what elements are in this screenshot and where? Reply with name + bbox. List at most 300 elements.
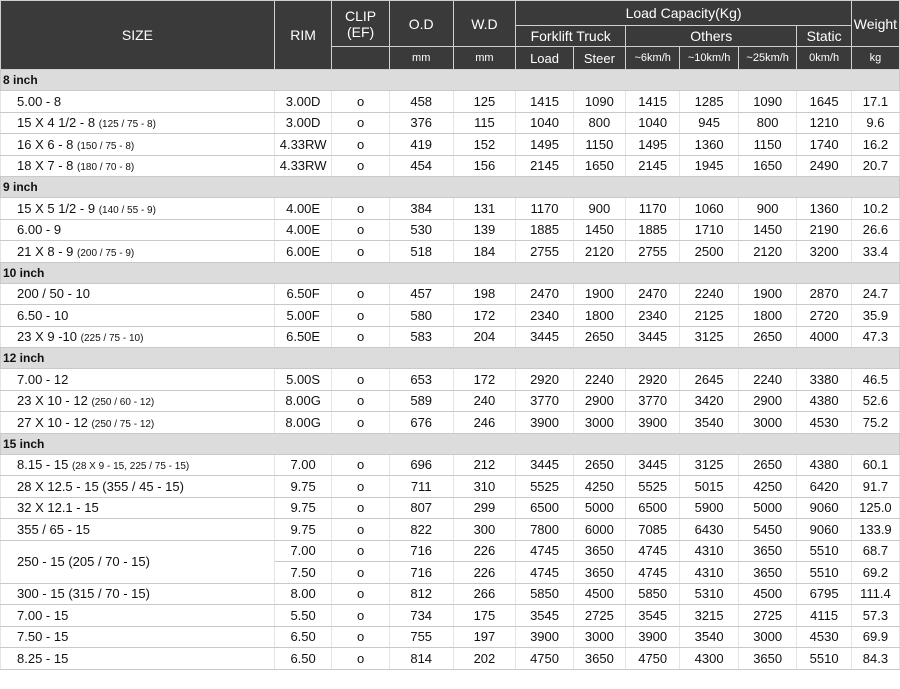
clip-cell: o [332,219,389,241]
wd-cell: 300 [453,519,516,541]
size-value: 27 X 10 - 12 [17,414,88,430]
load-cell: 5850 [516,583,573,605]
s6-cell: 3900 [626,412,680,434]
size-cell [1,412,275,434]
s10-cell: 3420 [680,390,739,412]
od-cell: 518 [389,241,453,263]
s10-cell: 4300 [680,648,739,670]
steer-cell: 900 [573,198,625,220]
s6-cell: 2755 [626,241,680,263]
wd-header: W.D [453,1,516,47]
s25-cell: 2725 [738,605,797,627]
clip-unit-header [332,47,389,70]
size-value: 7.00 - 12 [17,371,69,387]
s6-cell: 4750 [626,648,680,670]
load-cell: 3900 [516,412,573,434]
s6-cell: 1885 [626,219,680,241]
table-row [1,326,900,348]
od-cell: 580 [389,305,453,327]
weight-cell: 69.9 [851,626,899,648]
static-cell: 4530 [797,412,851,434]
wd-cell: 226 [453,562,516,584]
rim-cell: 8.00G [274,412,331,434]
od-cell: 711 [389,476,453,498]
load-cell: 1495 [516,134,573,156]
steer-cell: 4250 [573,476,625,498]
size-alt-value: (225 / 75 - 10) [80,333,144,345]
weight-cell: 60.1 [851,454,899,476]
clip-cell: o [332,497,389,519]
section-row [1,433,900,454]
table-row [1,583,900,605]
wd-cell: 246 [453,412,516,434]
static-cell: 5510 [797,562,851,584]
static-cell: 4380 [797,454,851,476]
table-row [1,648,900,670]
steer-cell: 1150 [573,134,625,156]
s25-cell: 800 [738,112,797,134]
rim-cell: 6.50 [274,626,331,648]
speed0-header: 0km/h [797,47,851,70]
load-cell: 2145 [516,155,573,177]
load-cell: 2340 [516,305,573,327]
table-row [1,519,900,541]
static-cell: 9060 [797,519,851,541]
weight-cell: 57.3 [851,605,899,627]
size-value: 8.25 - 15 [17,650,69,666]
s25-cell: 3650 [738,562,797,584]
od-cell: 822 [389,519,453,541]
section-title: 10 inch [1,262,900,283]
od-cell: 530 [389,219,453,241]
steer-cell: 2650 [573,326,625,348]
wd-cell: 212 [453,454,516,476]
size-cell [1,219,275,241]
wd-cell: 198 [453,283,516,305]
size-value: 32 X 12.1 - 15 [17,500,99,516]
size-alt-value: (200 / 75 - 9) [77,247,135,259]
size-cell [1,605,275,627]
od-cell: 716 [389,562,453,584]
s25-cell: 4500 [738,583,797,605]
clip-cell: o [332,198,389,220]
od-cell: 376 [389,112,453,134]
size-cell [1,476,275,498]
load-cell: 7800 [516,519,573,541]
table-row [1,454,900,476]
steer-cell: 3650 [573,562,625,584]
od-cell: 457 [389,283,453,305]
s6-cell: 3445 [626,454,680,476]
rim-cell: 9.75 [274,519,331,541]
rim-cell: 7.00 [274,540,331,562]
s6-cell: 2920 [626,369,680,391]
rim-cell: 4.33RW [274,134,331,156]
od-cell: 676 [389,412,453,434]
s10-cell: 2645 [680,369,739,391]
od-cell: 384 [389,198,453,220]
table-row [1,219,900,241]
rim-cell: 8.00 [274,583,331,605]
wd-cell: 115 [453,112,516,134]
od-cell: 589 [389,390,453,412]
static-cell: 4530 [797,626,851,648]
wd-cell: 197 [453,626,516,648]
weight-cell: 10.2 [851,198,899,220]
steer-cell: 800 [573,112,625,134]
s10-cell: 1710 [680,219,739,241]
weight-cell: 133.9 [851,519,899,541]
s6-cell: 6500 [626,497,680,519]
s6-cell: 2340 [626,305,680,327]
s25-cell: 2120 [738,241,797,263]
od-cell: 458 [389,91,453,113]
static-cell: 5510 [797,648,851,670]
size-alt-value: (150 / 75 - 8) [77,140,135,152]
steer-cell: 2725 [573,605,625,627]
s25-cell: 5000 [738,497,797,519]
s10-cell: 2240 [680,283,739,305]
s10-cell: 4310 [680,562,739,584]
table-row [1,412,900,434]
static-cell: 2190 [797,219,851,241]
steer-cell: 2240 [573,369,625,391]
size-cell [1,626,275,648]
s6-cell: 3900 [626,626,680,648]
s10-cell: 5900 [680,497,739,519]
s10-cell: 3125 [680,454,739,476]
size-value: 7.00 - 15 [17,607,69,623]
steer-cell: 6000 [573,519,625,541]
wd-cell: 240 [453,390,516,412]
clip-cell: o [332,519,389,541]
size-value: 8.15 - 15 [17,457,69,473]
rim-cell: 6.00E [274,241,331,263]
section-title: 8 inch [1,70,900,91]
static-cell: 1360 [797,198,851,220]
section-row [1,348,900,369]
size-value: 355 / 65 - 15 [17,521,90,537]
s10-cell: 3125 [680,326,739,348]
static-cell: 3200 [797,241,851,263]
clip-cell: o [332,626,389,648]
clip-cell: o [332,305,389,327]
s25-cell: 1900 [738,283,797,305]
rim-cell: 9.75 [274,497,331,519]
table-row [1,134,900,156]
s25-cell: 2900 [738,390,797,412]
s25-cell: 1090 [738,91,797,113]
steer-cell: 2650 [573,454,625,476]
static-cell: 1645 [797,91,851,113]
static-cell: 1210 [797,112,851,134]
table-row [1,241,900,263]
s25-cell: 3650 [738,540,797,562]
clip-cell: o [332,112,389,134]
s6-cell: 3545 [626,605,680,627]
load-cell: 4745 [516,562,573,584]
rim-cell: 6.50 [274,648,331,670]
steer-cell: 3000 [573,412,625,434]
weight-cell: 17.1 [851,91,899,113]
clip-cell: o [332,562,389,584]
steer-cell: 5000 [573,497,625,519]
s10-cell: 5015 [680,476,739,498]
clip-cell: o [332,155,389,177]
size-cell [1,648,275,670]
clip-header [332,1,389,47]
wd-unit-header: mm [453,47,516,70]
wd-cell: 152 [453,134,516,156]
size-cell [1,369,275,391]
rim-cell: 4.33RW [274,155,331,177]
static-cell: 1740 [797,134,851,156]
steer-header: Steer [573,47,625,70]
s10-cell: 3215 [680,605,739,627]
steer-cell: 1650 [573,155,625,177]
wd-cell: 125 [453,91,516,113]
weight-cell: 33.4 [851,241,899,263]
size-value: 7.50 - 15 [17,629,69,645]
size-header: SIZE [1,1,275,70]
steer-cell: 2120 [573,241,625,263]
size-cell [1,283,275,305]
table-row [1,198,900,220]
weight-cell: 111.4 [851,583,899,605]
load-cell: 4745 [516,540,573,562]
size-cell [1,134,275,156]
rim-cell: 9.75 [274,476,331,498]
s6-cell: 2145 [626,155,680,177]
s25-cell: 4250 [738,476,797,498]
rim-cell: 3.00D [274,91,331,113]
clip-cell: o [332,540,389,562]
load-cell: 1040 [516,112,573,134]
s10-cell: 1360 [680,134,739,156]
table-row [1,540,900,562]
table-row [1,112,900,134]
clip-cell: o [332,454,389,476]
size-cell [1,198,275,220]
size-value: 18 X 7 - 8 [17,158,74,174]
weight-cell: 26.6 [851,219,899,241]
weight-unit-header: kg [851,47,899,70]
rim-cell: 5.50 [274,605,331,627]
size-cell [1,540,275,583]
static-cell: 6795 [797,583,851,605]
s25-cell: 1450 [738,219,797,241]
load-cell: 6500 [516,497,573,519]
s25-cell: 1800 [738,305,797,327]
table-row [1,305,900,327]
clip-cell: o [332,283,389,305]
od-cell: 755 [389,626,453,648]
clip-cell: o [332,605,389,627]
weight-cell: 75.2 [851,412,899,434]
section-title: 9 inch [1,177,900,198]
table-row [1,283,900,305]
size-value: 15 X 5 1/2 - 9 [17,200,96,216]
size-value: 21 X 8 - 9 [17,243,74,259]
static-header: Static [797,26,851,47]
size-alt-value: (250 / 75 - 12) [91,418,155,430]
load-cell: 3445 [516,454,573,476]
load-cell: 3545 [516,605,573,627]
wd-cell: 184 [453,241,516,263]
wd-cell: 139 [453,219,516,241]
size-cell [1,583,275,605]
od-cell: 814 [389,648,453,670]
rim-cell: 7.00 [274,454,331,476]
clip-cell: o [332,326,389,348]
speed25-header: ~25km/h [738,47,797,70]
size-value: 250 - 15 (205 / 70 - 15) [17,554,150,569]
od-header: O.D [389,1,453,47]
size-value: 23 X 9 -10 [17,329,77,345]
forklift-truck-header: Forklift Truck [516,26,626,47]
s10-cell: 4310 [680,540,739,562]
size-value: 6.50 - 10 [17,307,69,323]
s10-cell: 3540 [680,626,739,648]
section-title: 12 inch [1,348,900,369]
load-header: Load [516,47,573,70]
section-row [1,177,900,198]
clip-cell: o [332,390,389,412]
rim-cell: 4.00E [274,198,331,220]
s25-cell: 900 [738,198,797,220]
load-cell: 3770 [516,390,573,412]
weight-cell: 9.6 [851,112,899,134]
static-cell: 2720 [797,305,851,327]
wd-cell: 172 [453,369,516,391]
size-cell [1,305,275,327]
wd-cell: 310 [453,476,516,498]
s6-cell: 4745 [626,540,680,562]
clip-cell: o [332,134,389,156]
size-cell [1,91,275,113]
load-cell: 1170 [516,198,573,220]
size-cell [1,519,275,541]
table-row [1,390,900,412]
section-row [1,70,900,91]
rim-cell: 5.00F [274,305,331,327]
s25-cell: 1150 [738,134,797,156]
steer-cell: 3000 [573,626,625,648]
static-cell: 4000 [797,326,851,348]
s10-cell: 3540 [680,412,739,434]
steer-cell: 1090 [573,91,625,113]
rim-header: RIM [274,1,331,70]
load-cell: 1885 [516,219,573,241]
steer-cell: 3650 [573,648,625,670]
steer-cell: 3650 [573,540,625,562]
rim-cell: 4.00E [274,219,331,241]
wd-cell: 156 [453,155,516,177]
wd-cell: 175 [453,605,516,627]
rim-cell: 6.50F [274,283,331,305]
table-row [1,476,900,498]
steer-cell: 1800 [573,305,625,327]
wd-cell: 299 [453,497,516,519]
size-value: 28 X 12.5 - 15 (355 / 45 - 15) [17,478,184,494]
static-cell: 9060 [797,497,851,519]
weight-cell: 68.7 [851,540,899,562]
steer-cell: 1450 [573,219,625,241]
section-title: 15 inch [1,433,900,454]
weight-cell: 84.3 [851,648,899,670]
weight-cell: 20.7 [851,155,899,177]
clip-cell: o [332,369,389,391]
od-cell: 653 [389,369,453,391]
load-capacity-header: Load Capacity(Kg) [516,1,852,26]
static-cell: 4380 [797,390,851,412]
od-cell: 807 [389,497,453,519]
od-cell: 734 [389,605,453,627]
s6-cell: 1170 [626,198,680,220]
s6-cell: 1040 [626,112,680,134]
table-row [1,605,900,627]
load-cell: 3445 [516,326,573,348]
size-cell [1,241,275,263]
static-cell: 2490 [797,155,851,177]
s25-cell: 5450 [738,519,797,541]
table-row [1,155,900,177]
clip-header-label: CLIP (EF) [345,7,377,40]
weight-cell: 24.7 [851,283,899,305]
size-alt-value: (180 / 70 - 8) [77,162,135,174]
size-alt-value: (140 / 55 - 9) [98,204,156,216]
static-cell: 2870 [797,283,851,305]
s10-cell: 1285 [680,91,739,113]
wd-cell: 202 [453,648,516,670]
weight-cell: 52.6 [851,390,899,412]
load-cell: 2755 [516,241,573,263]
clip-cell: o [332,476,389,498]
size-value: 6.00 - 9 [17,222,62,238]
steer-cell: 4500 [573,583,625,605]
size-alt-value: (28 X 9 - 15, 225 / 75 - 15) [71,461,190,473]
size-cell [1,497,275,519]
clip-cell: o [332,648,389,670]
s10-cell: 5310 [680,583,739,605]
table-header [1,1,900,70]
s6-cell: 5850 [626,583,680,605]
weight-cell: 125.0 [851,497,899,519]
load-cell: 1415 [516,91,573,113]
s6-cell: 7085 [626,519,680,541]
clip-cell: o [332,91,389,113]
size-alt-value: (250 / 60 - 12) [91,397,155,409]
size-cell [1,326,275,348]
size-value: 200 / 50 - 10 [17,286,90,302]
section-row [1,262,900,283]
clip-cell: o [332,583,389,605]
size-cell [1,112,275,134]
static-cell: 4115 [797,605,851,627]
weight-header: Weight [851,1,899,47]
s10-cell: 945 [680,112,739,134]
table-body [1,70,900,670]
rim-cell: 5.00S [274,369,331,391]
static-cell: 3380 [797,369,851,391]
static-cell: 5510 [797,540,851,562]
s6-cell: 3770 [626,390,680,412]
s25-cell: 3000 [738,412,797,434]
wd-cell: 226 [453,540,516,562]
weight-cell: 46.5 [851,369,899,391]
size-cell [1,454,275,476]
s6-cell: 3445 [626,326,680,348]
